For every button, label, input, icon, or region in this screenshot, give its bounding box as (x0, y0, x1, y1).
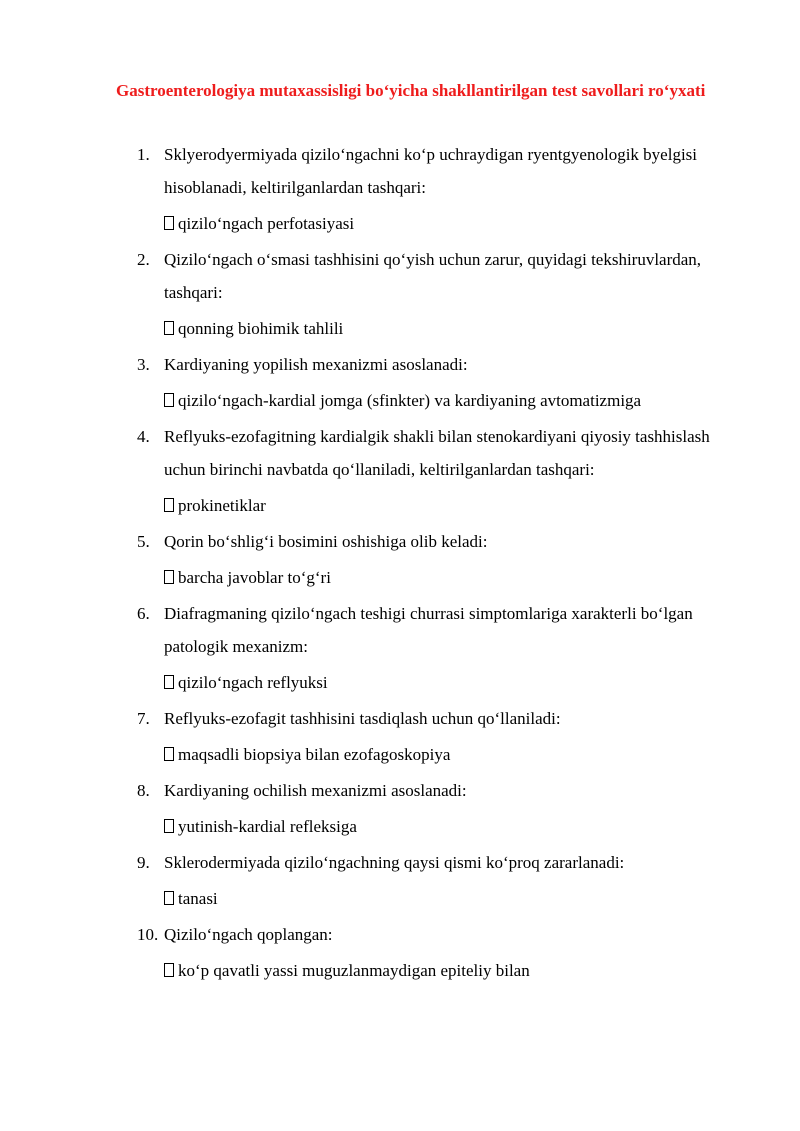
document-title: Gastroenterologiya mutaxassisligi bo‘yicha shakllantirilgan test savollari ro‘yxati (116, 81, 706, 100)
question-text: Sklerodermiyada qizilo‘ngachning qaysi qismi ko‘proq zararlanadi: (164, 853, 625, 872)
missing-glyph-box-icon (164, 891, 174, 905)
answer-line (164, 204, 800, 243)
question-text: Kardiyaning yopilish mexanizmi asoslanadi: (164, 355, 468, 374)
question-text: Kardiyaning ochilish mexanizmi asoslanadi: (164, 781, 467, 800)
question-number: 6. (137, 604, 150, 623)
question-text: Qizilo‘ngach o‘smasi tashhisini qo‘yish uchun zarur, quyidagi tekshiruvlardan, tashqari: (164, 250, 702, 302)
question-number: 2. (137, 250, 150, 269)
missing-glyph-box-icon (164, 747, 174, 761)
answer-line (164, 486, 800, 525)
question-number: 10. (137, 925, 159, 944)
question-number: 9. (137, 853, 150, 872)
question-number: 4. (137, 427, 150, 446)
question-list (0, 138, 800, 990)
question-item (0, 420, 800, 525)
answer-line (164, 807, 800, 846)
answer-line (164, 663, 800, 702)
question-item (0, 846, 800, 918)
question-number: 7. (137, 709, 150, 728)
answer-text: ko‘p qavatli yassi muguzlanmaydigan epiteliy bilan (178, 961, 530, 980)
answer-line (164, 381, 800, 420)
answer-text: qizilo‘ngach-kardial jomga (sfinkter) va kardiyaning avtomatizmiga (178, 391, 642, 410)
missing-glyph-box-icon (164, 498, 174, 512)
question-item (0, 525, 800, 597)
answer-line (164, 558, 800, 597)
missing-glyph-box-icon (164, 570, 174, 584)
question-text: Reflyuks-ezofagit tashhisini tasdiqlash uchun qo‘llaniladi: (164, 709, 561, 728)
answer-text: qizilo‘ngach perfotasiyasi (178, 214, 355, 233)
missing-glyph-box-icon (164, 675, 174, 689)
missing-glyph-box-icon (164, 963, 174, 977)
answer-line (164, 735, 800, 774)
question-item (0, 918, 800, 990)
question-item (0, 243, 800, 348)
answer-line (164, 309, 800, 348)
answer-text: tanasi (178, 889, 218, 908)
question-number: 5. (137, 532, 150, 551)
question-number: 1. (137, 145, 150, 164)
missing-glyph-box-icon (164, 321, 174, 335)
answer-line (164, 879, 800, 918)
question-item (0, 138, 800, 243)
answer-text: barcha javoblar to‘g‘ri (178, 568, 331, 587)
question-item (0, 774, 800, 846)
missing-glyph-box-icon (164, 819, 174, 833)
answer-text: maqsadli biopsiya bilan ezofagoskopiya (178, 745, 451, 764)
question-text: Reflyuks-ezofagitning kardialgik shakli bilan stenokardiyani qiyosiy tashhislash uchun birinchi navbatda qo‘llaniladi, keltirilganlardan tashqari: (164, 427, 710, 479)
answer-text: prokinetiklar (178, 496, 266, 515)
answer-text: qonning biohimik tahlili (178, 319, 344, 338)
question-text: Qizilo‘ngach qoplangan: (164, 925, 333, 944)
question-text: Qorin bo‘shlig‘i bosimini oshishiga olib keladi: (164, 532, 488, 551)
answer-text: qizilo‘ngach reflyuksi (178, 673, 328, 692)
question-number: 8. (137, 781, 150, 800)
missing-glyph-box-icon (164, 216, 174, 230)
question-number: 3. (137, 355, 150, 374)
question-item (0, 597, 800, 702)
question-text: Diafragmaning qizilo‘ngach teshigi churrasi simptomlariga xarakterli bo‘lgan patologik mexanizm: (164, 604, 693, 656)
missing-glyph-box-icon (164, 393, 174, 407)
answer-text: yutinish-kardial refleksiga (178, 817, 357, 836)
answer-line (164, 951, 800, 990)
question-item (0, 348, 800, 420)
question-text: Sklyerodyermiyada qizilo‘ngachni ko‘p uchraydigan ryentgyenologik byelgisi hisoblanadi, keltirilganlardan tashqari: (164, 145, 698, 197)
question-item (0, 702, 800, 774)
